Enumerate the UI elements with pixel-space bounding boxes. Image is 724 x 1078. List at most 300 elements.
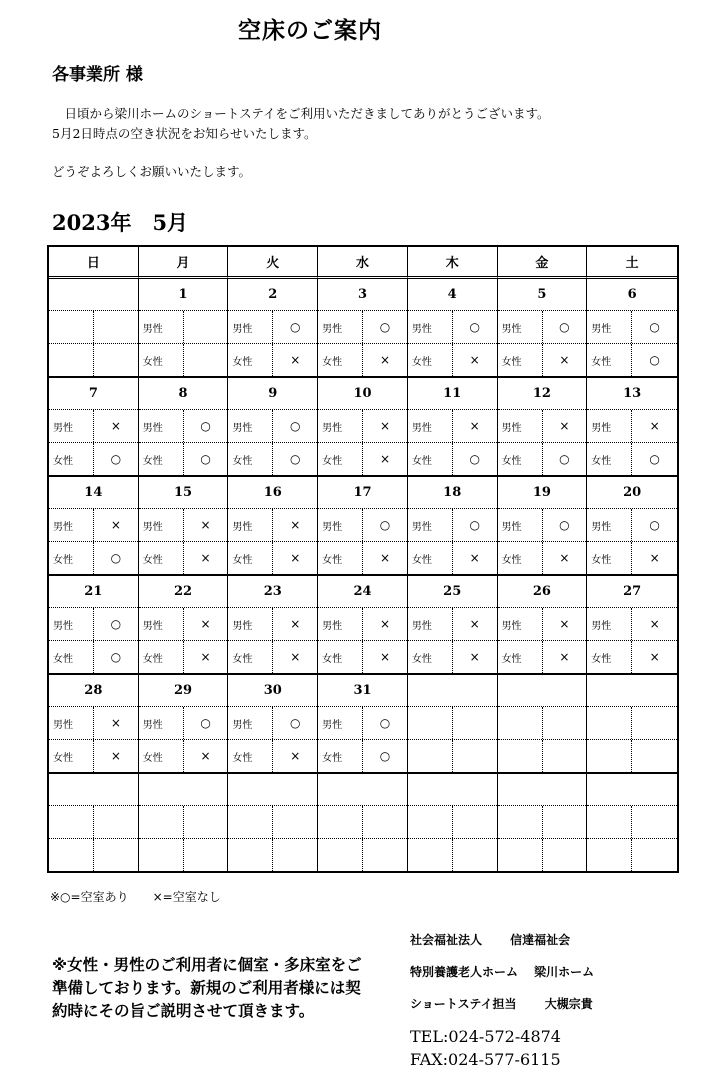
day-number: 8 (139, 378, 228, 410)
calendar-day-cell (587, 675, 677, 774)
male-label: 男性 (228, 707, 273, 740)
male-label: 男性 (408, 608, 453, 641)
female-availability-mark: × (379, 452, 391, 467)
day-number (498, 774, 587, 806)
female-availability-mark (363, 839, 407, 871)
female-availability-mark (543, 740, 587, 772)
female-availability-mark (94, 344, 138, 376)
female-label: 女性 (139, 740, 184, 772)
female-availability-row (498, 442, 587, 475)
female-label: 女性 (228, 344, 273, 376)
female-label: 女性 (408, 344, 453, 376)
fax-number: FAX:024-577-6115 (410, 1050, 561, 1069)
male-availability-row (228, 509, 317, 542)
female-availability-row (49, 838, 138, 871)
male-availability-row (139, 806, 228, 839)
day-number: 26 (498, 576, 587, 608)
female-label: 女性 (139, 641, 184, 673)
calendar-day-cell (49, 774, 139, 871)
male-availability-mark: ○ (469, 320, 480, 334)
female-label: 女性 (318, 344, 363, 376)
male-label (318, 806, 363, 839)
male-availability-mark: ○ (469, 518, 480, 532)
female-label (587, 839, 632, 871)
male-availability-mark: ○ (110, 617, 122, 631)
female-availability-row (498, 838, 587, 871)
male-availability-row (587, 311, 677, 344)
female-label: 女性 (139, 443, 184, 475)
calendar-day-cell (139, 477, 229, 576)
female-availability-mark: × (469, 551, 480, 566)
female-availability-mark: ○ (200, 452, 211, 467)
female-label: 女性 (228, 542, 273, 574)
female-availability-mark (453, 740, 497, 772)
male-label: 男性 (408, 410, 453, 443)
calendar-day-cell (49, 279, 139, 378)
male-availability-mark (453, 806, 497, 839)
female-availability-mark: × (649, 551, 660, 566)
male-availability-row (318, 410, 407, 443)
male-availability-mark: × (110, 518, 121, 532)
female-availability-mark: × (110, 749, 121, 764)
male-availability-row (228, 311, 317, 344)
day-number: 5 (498, 279, 587, 311)
calendar-day-cell (228, 378, 318, 477)
male-availability-row (139, 509, 228, 542)
female-availability-row (408, 838, 497, 871)
female-label: 女性 (318, 641, 363, 673)
male-availability-mark (363, 806, 407, 839)
female-availability-mark: × (379, 650, 391, 665)
female-availability-row (498, 739, 587, 772)
male-label: 男性 (139, 509, 184, 542)
male-label: 男性 (139, 311, 184, 344)
female-label: 女性 (498, 542, 543, 574)
day-number: 18 (408, 477, 497, 509)
calendar-day-cell (228, 675, 318, 774)
male-availability-mark: × (649, 419, 660, 433)
male-availability-row (498, 608, 587, 641)
male-availability-row (49, 509, 138, 542)
female-availability-mark: × (649, 650, 660, 665)
day-number (49, 279, 138, 311)
female-availability-row (318, 739, 407, 772)
day-number (587, 774, 677, 806)
male-availability-row (408, 806, 497, 839)
male-availability-mark (632, 806, 677, 839)
male-label: 男性 (587, 311, 632, 344)
male-availability-row (408, 410, 497, 443)
calendar-day-cell (139, 576, 229, 675)
female-label (228, 839, 273, 871)
male-availability-row (408, 707, 497, 740)
female-availability-row (587, 343, 677, 376)
male-label (498, 806, 543, 839)
day-number: 4 (408, 279, 497, 311)
male-label: 男性 (408, 311, 453, 344)
female-availability-mark: × (469, 353, 480, 368)
female-availability-row (498, 640, 587, 673)
male-label: 男性 (139, 410, 184, 443)
weekday-header: 水 (318, 247, 408, 279)
male-availability-row (139, 311, 228, 344)
day-number: 11 (408, 378, 497, 410)
female-availability-mark: × (290, 551, 301, 566)
calendar-day-cell (587, 576, 677, 675)
female-availability-row (228, 541, 317, 574)
day-number: 28 (49, 675, 138, 707)
male-availability-mark: × (110, 716, 121, 730)
calendar-day-cell (139, 774, 229, 871)
male-availability-mark: ○ (290, 716, 301, 730)
male-availability-mark: ○ (379, 320, 391, 334)
day-number: 6 (587, 279, 677, 311)
female-availability-mark (632, 839, 677, 871)
male-availability-mark: × (290, 518, 301, 532)
female-availability-mark (453, 839, 497, 871)
male-availability-row (139, 410, 228, 443)
day-number: 24 (318, 576, 407, 608)
male-availability-mark: ○ (559, 320, 570, 334)
male-availability-row (139, 707, 228, 740)
day-number (587, 675, 677, 707)
female-label (139, 839, 184, 871)
male-availability-mark: ○ (649, 320, 660, 334)
male-label: 男性 (318, 707, 363, 740)
calendar-heading: 2023年 5月 (52, 210, 189, 235)
female-label: 女性 (498, 344, 543, 376)
female-label: 女性 (49, 443, 94, 475)
female-availability-mark: ○ (110, 452, 122, 467)
male-availability-mark: × (200, 518, 211, 532)
female-availability-row (587, 640, 677, 673)
male-availability-row (228, 410, 317, 443)
male-availability-mark: × (469, 617, 480, 631)
day-number: 30 (228, 675, 317, 707)
female-availability-row (318, 640, 407, 673)
male-availability-row (49, 806, 138, 839)
female-label: 女性 (408, 542, 453, 574)
female-label: 女性 (49, 542, 94, 574)
day-number: 31 (318, 675, 407, 707)
male-availability-mark: × (379, 419, 391, 433)
male-label (139, 806, 184, 839)
female-label (498, 839, 543, 871)
female-availability-row (49, 640, 138, 673)
calendar-day-cell (228, 477, 318, 576)
male-availability-row (49, 707, 138, 740)
day-number: 19 (498, 477, 587, 509)
male-availability-row (587, 410, 677, 443)
female-availability-row (49, 442, 138, 475)
female-availability-mark: × (200, 749, 211, 764)
male-availability-row (49, 410, 138, 443)
male-label (49, 806, 94, 839)
male-availability-row (49, 311, 138, 344)
female-availability-mark (273, 839, 317, 871)
female-availability-row (49, 541, 138, 574)
calendar-day-cell (228, 576, 318, 675)
female-availability-row (228, 640, 317, 673)
calendar-day-cell (139, 279, 229, 378)
male-availability-row (408, 311, 497, 344)
female-label: 女性 (318, 443, 363, 475)
female-availability-mark: × (290, 353, 301, 368)
day-number (408, 675, 497, 707)
male-availability-row (498, 806, 587, 839)
calendar-day-cell (318, 576, 408, 675)
male-availability-row (139, 608, 228, 641)
male-availability-mark: × (379, 617, 391, 631)
male-label: 男性 (318, 410, 363, 443)
female-availability-row (408, 541, 497, 574)
male-label: 男性 (228, 509, 273, 542)
female-label: 女性 (587, 641, 632, 673)
female-label (587, 740, 632, 772)
male-label (498, 707, 543, 740)
male-availability-mark: ○ (290, 419, 301, 433)
female-availability-mark (184, 344, 228, 376)
calendar-day-cell (587, 774, 677, 871)
male-label: 男性 (49, 707, 94, 740)
female-availability-mark: × (559, 551, 570, 566)
closing-line: どうぞよろしくお願いいたします。 (52, 164, 252, 179)
greeting-line: 日頃から梁川ホームのショートステイをご利用いただきましてありがとうございます。 (52, 106, 550, 121)
female-availability-row (587, 541, 677, 574)
male-availability-mark: ○ (379, 518, 391, 532)
calendar-day-cell (408, 774, 498, 871)
female-availability-mark: × (200, 650, 211, 665)
calendar-day-cell (408, 378, 498, 477)
male-label: 男性 (228, 311, 273, 344)
weekday-header: 金 (498, 247, 588, 279)
male-availability-mark: × (200, 617, 211, 631)
female-availability-row (408, 442, 497, 475)
availability-calendar (47, 245, 679, 873)
female-availability-mark: × (290, 749, 301, 764)
female-label: 女性 (139, 344, 184, 376)
female-availability-mark: ○ (649, 452, 660, 467)
day-number: 25 (408, 576, 497, 608)
male-label: 男性 (318, 311, 363, 344)
male-label: 男性 (498, 509, 543, 542)
male-availability-mark (543, 707, 587, 740)
day-number: 14 (49, 477, 138, 509)
female-availability-mark: ○ (469, 452, 480, 467)
female-availability-row (139, 739, 228, 772)
female-availability-row (318, 442, 407, 475)
male-availability-mark: × (469, 419, 480, 433)
calendar-day-cell (408, 279, 498, 378)
status-date-line: 5月2日時点の空き状況をお知らせいたします。 (52, 126, 317, 141)
day-number: 1 (139, 279, 228, 311)
female-availability-mark: × (379, 353, 391, 368)
male-availability-row (49, 608, 138, 641)
calendar-day-cell (587, 477, 677, 576)
male-availability-mark: ○ (200, 716, 211, 730)
calendar-day-cell (228, 279, 318, 378)
male-label: 男性 (498, 410, 543, 443)
day-number: 7 (49, 378, 138, 410)
calendar-grid (49, 247, 677, 871)
weekday-header: 日 (49, 247, 139, 279)
male-availability-row (587, 608, 677, 641)
male-label: 男性 (587, 410, 632, 443)
day-number: 2 (228, 279, 317, 311)
calendar-day-cell (228, 774, 318, 871)
calendar-day-cell (318, 774, 408, 871)
calendar-day-cell (49, 576, 139, 675)
female-availability-row (587, 442, 677, 475)
female-availability-row (139, 838, 228, 871)
day-number: 21 (49, 576, 138, 608)
male-label: 男性 (318, 509, 363, 542)
male-availability-mark: ○ (649, 518, 660, 532)
room-note: ※女性・男性のご利用者に個室・多床室をご準備しております。新規のご利用者様には契約時にその旨ご説明させて頂きます。 (52, 956, 362, 1020)
female-label: 女性 (587, 443, 632, 475)
calendar-day-cell (408, 576, 498, 675)
calendar-day-cell (49, 675, 139, 774)
male-availability-row (498, 707, 587, 740)
male-availability-mark (184, 311, 228, 344)
day-number: 27 (587, 576, 677, 608)
day-number (408, 774, 497, 806)
female-availability-row (408, 343, 497, 376)
female-availability-mark (632, 740, 677, 772)
calendar-day-cell (318, 378, 408, 477)
female-label: 女性 (228, 443, 273, 475)
female-availability-row (498, 541, 587, 574)
day-number: 16 (228, 477, 317, 509)
male-label: 男性 (228, 410, 273, 443)
female-label: 女性 (139, 542, 184, 574)
male-availability-mark (453, 707, 497, 740)
calendar-day-cell (498, 675, 588, 774)
day-number (498, 675, 587, 707)
male-availability-mark: × (110, 419, 121, 433)
female-label: 女性 (408, 443, 453, 475)
male-availability-mark (184, 806, 228, 839)
calendar-day-cell (49, 378, 139, 477)
female-availability-row (49, 739, 138, 772)
male-availability-row (498, 311, 587, 344)
male-availability-mark (94, 311, 138, 344)
male-label: 男性 (139, 707, 184, 740)
day-number: 15 (139, 477, 228, 509)
female-label: 女性 (408, 641, 453, 673)
calendar-day-cell (318, 477, 408, 576)
day-number (318, 774, 407, 806)
male-availability-mark: ○ (200, 419, 211, 433)
male-availability-row (408, 509, 497, 542)
male-label: 男性 (587, 509, 632, 542)
female-availability-mark (94, 839, 138, 871)
female-availability-mark: × (290, 650, 301, 665)
female-availability-mark: ○ (290, 452, 301, 467)
tel-number: TEL:024-572-4874 (410, 1027, 561, 1046)
calendar-day-cell (408, 477, 498, 576)
male-availability-row (587, 707, 677, 740)
female-availability-row (318, 541, 407, 574)
male-availability-row (318, 509, 407, 542)
male-availability-row (498, 509, 587, 542)
female-availability-row (318, 343, 407, 376)
female-availability-mark: × (469, 650, 480, 665)
male-label: 男性 (49, 608, 94, 641)
male-availability-row (228, 806, 317, 839)
female-availability-mark: × (200, 551, 211, 566)
female-availability-mark: ○ (649, 353, 660, 368)
calendar-day-cell (498, 774, 588, 871)
day-number: 10 (318, 378, 407, 410)
female-availability-row (228, 838, 317, 871)
male-availability-mark (632, 707, 677, 740)
male-availability-row (408, 608, 497, 641)
calendar-day-cell (408, 675, 498, 774)
calendar-day-cell (498, 576, 588, 675)
female-availability-row (587, 739, 677, 772)
male-label: 男性 (228, 608, 273, 641)
male-label: 男性 (139, 608, 184, 641)
female-availability-row (139, 343, 228, 376)
day-number: 22 (139, 576, 228, 608)
calendar-day-cell (498, 477, 588, 576)
weekday-header: 月 (139, 247, 229, 279)
day-number (139, 774, 228, 806)
female-label: 女性 (318, 542, 363, 574)
org-facility: 特別養護老人ホーム 梁川ホーム (410, 965, 595, 979)
female-availability-mark: ○ (110, 551, 122, 566)
calendar-day-cell (587, 279, 677, 378)
female-availability-row (139, 541, 228, 574)
female-availability-mark (543, 839, 587, 871)
calendar-day-cell (587, 378, 677, 477)
male-availability-row (318, 311, 407, 344)
male-label (408, 806, 453, 839)
calendar-day-cell (139, 675, 229, 774)
female-availability-row (408, 739, 497, 772)
male-label: 男性 (498, 608, 543, 641)
calendar-day-cell (139, 378, 229, 477)
male-availability-mark: ○ (290, 320, 301, 334)
female-label (49, 344, 94, 376)
female-availability-row (587, 838, 677, 871)
male-label (408, 707, 453, 740)
day-number: 9 (228, 378, 317, 410)
male-availability-row (587, 806, 677, 839)
day-number (228, 774, 317, 806)
male-availability-mark (543, 806, 587, 839)
female-availability-row (228, 739, 317, 772)
calendar-day-cell (49, 477, 139, 576)
female-label: 女性 (498, 443, 543, 475)
male-availability-mark: ○ (559, 518, 570, 532)
org-contact-person: ショートステイ担当 大槻宗貴 (410, 997, 593, 1011)
calendar-day-cell (318, 675, 408, 774)
female-availability-row (139, 442, 228, 475)
calendar-day-cell (498, 279, 588, 378)
day-number: 17 (318, 477, 407, 509)
male-label: 男性 (587, 608, 632, 641)
male-label (587, 707, 632, 740)
male-availability-mark: × (290, 617, 301, 631)
female-label: 女性 (587, 344, 632, 376)
male-availability-mark: × (559, 419, 570, 433)
male-availability-row (318, 608, 407, 641)
female-label (408, 839, 453, 871)
day-number: 20 (587, 477, 677, 509)
day-number: 23 (228, 576, 317, 608)
